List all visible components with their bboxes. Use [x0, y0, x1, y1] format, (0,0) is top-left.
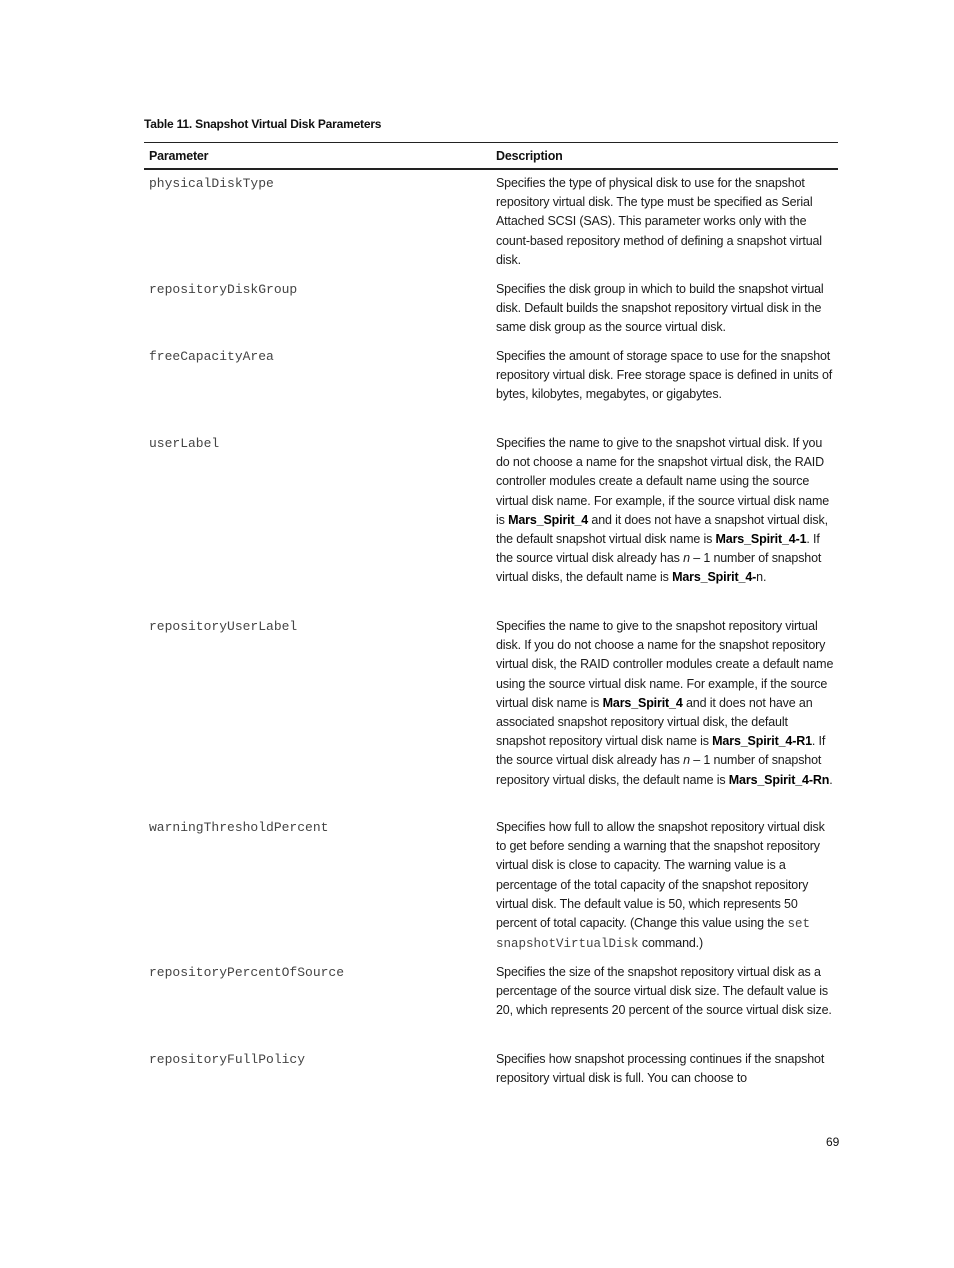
parameter-description: [491, 963, 838, 1021]
description-text: Specifies how snapshot processing continues if the snapshot repository virtual disk is full. You can choose to: [496, 1052, 825, 1086]
variable-text: n: [683, 551, 690, 566]
parameters-table: [144, 142, 838, 1086]
emphasized-name: Mars_Spirit_4-Rn: [728, 772, 830, 787]
description-text: Specifies the size of the snapshot repository virtual disk as a percentage of the source virtual disk size. The default value is 20, which represents 20 percent of the source virtual disk size.: [496, 965, 832, 1018]
description-text: and it does not have a snapshot virtual disk, the default snapshot virtual disk name is: [496, 512, 828, 547]
description-text: command.): [638, 936, 704, 951]
table-row: [144, 1050, 838, 1088]
description-text: n.: [756, 570, 767, 585]
table-row: [144, 617, 838, 790]
description-text: . If the source virtual disk already has: [496, 734, 826, 768]
description-text: Specifies the name to give to the snapshot repository virtual disk. If you do not choose a name for the snapshot repository virtual disk, the RAID controller modules create a default name using the source virtual disk name. For example, if the source virtual disk name is: [496, 619, 834, 710]
description-text: and it does not have an associated snapshot repository virtual disk, the default snapshot repository virtual disk name is: [496, 695, 813, 749]
description-text: Specifies how full to allow the snapshot repository virtual disk to get before sending a warning that the snapshot repository virtual disk is close to capacity. The warning value is a percentage of the total capacity of the snapshot repository virtual disk. The default value is 50, which represents 50 percent of total capacity. (Change this value using the: [496, 820, 825, 931]
emphasized-name: Mars_Spirit_4-R1: [712, 734, 812, 749]
emphasized-name: Mars_Spirit_4-1: [715, 532, 807, 547]
table-row: [144, 963, 838, 1021]
table-row: [144, 434, 838, 588]
description-text: . If the source virtual disk already has: [496, 532, 820, 566]
header-description: Description: [496, 148, 563, 163]
variable-text: n: [683, 753, 690, 768]
table-row: [144, 174, 838, 270]
emphasized-name: Mars_Spirit_4-: [672, 570, 757, 585]
description-text: Specifies the name to give to the snapshot virtual disk. If you do not choose a name for the snapshot virtual disk, the RAID controller modules create a default name using the source virtual disk name. For example, if the source virtual disk name is: [496, 436, 830, 527]
parameter-description: [491, 818, 838, 954]
parameter-name: physicalDiskType: [149, 176, 274, 191]
parameter-name: repositoryDiskGroup: [149, 282, 298, 297]
parameter-description: [491, 617, 838, 790]
emphasized-name: Mars_Spirit_4: [508, 512, 589, 527]
table-caption: Table 11. Snapshot Virtual Disk Parameters: [144, 117, 382, 131]
table-row: [144, 280, 838, 338]
command-text: set snapshotVirtualDisk: [496, 917, 811, 952]
page-number: 69: [826, 1135, 840, 1149]
parameter-description: [491, 347, 838, 405]
table-row: [144, 818, 838, 954]
table-row: [144, 347, 838, 405]
parameter-description: [491, 280, 838, 338]
description-text: Specifies the type of physical disk to use for the snapshot repository virtual disk. The type must be specified as Serial Attached SCSI (SAS). This parameter works only with the count-based repository method of defining a snapshot virtual disk.: [496, 176, 822, 267]
emphasized-name: Mars_Spirit_4: [602, 695, 683, 710]
parameter-name: repositoryUserLabel: [149, 619, 298, 634]
table-header: [144, 142, 838, 170]
parameter-name: freeCapacityArea: [149, 349, 274, 364]
description-text: Specifies the disk group in which to build the snapshot virtual disk. Default builds the snapshot repository virtual disk in the same disk group as the source virtual disk.: [496, 282, 824, 335]
description-text: – 1 number of snapshot repository virtual disks, the default name is: [496, 753, 822, 787]
parameter-name: repositoryFullPolicy: [149, 1052, 306, 1067]
description-text: .: [829, 772, 833, 787]
description-text: – 1 number of snapshot virtual disks, the default name is: [496, 551, 822, 585]
parameter-description: [491, 174, 838, 270]
parameter-name: repositoryPercentOfSource: [149, 965, 345, 980]
description-text: Specifies the amount of storage space to use for the snapshot repository virtual disk. Free storage space is defined in units of bytes, kilobytes, megabytes, or gigabytes.: [496, 349, 833, 402]
parameter-description: [491, 1050, 838, 1088]
parameter-description: [491, 434, 838, 588]
parameter-name: userLabel: [149, 436, 220, 451]
header-parameter: Parameter: [149, 148, 209, 163]
parameter-name: warningThresholdPercent: [149, 820, 329, 835]
